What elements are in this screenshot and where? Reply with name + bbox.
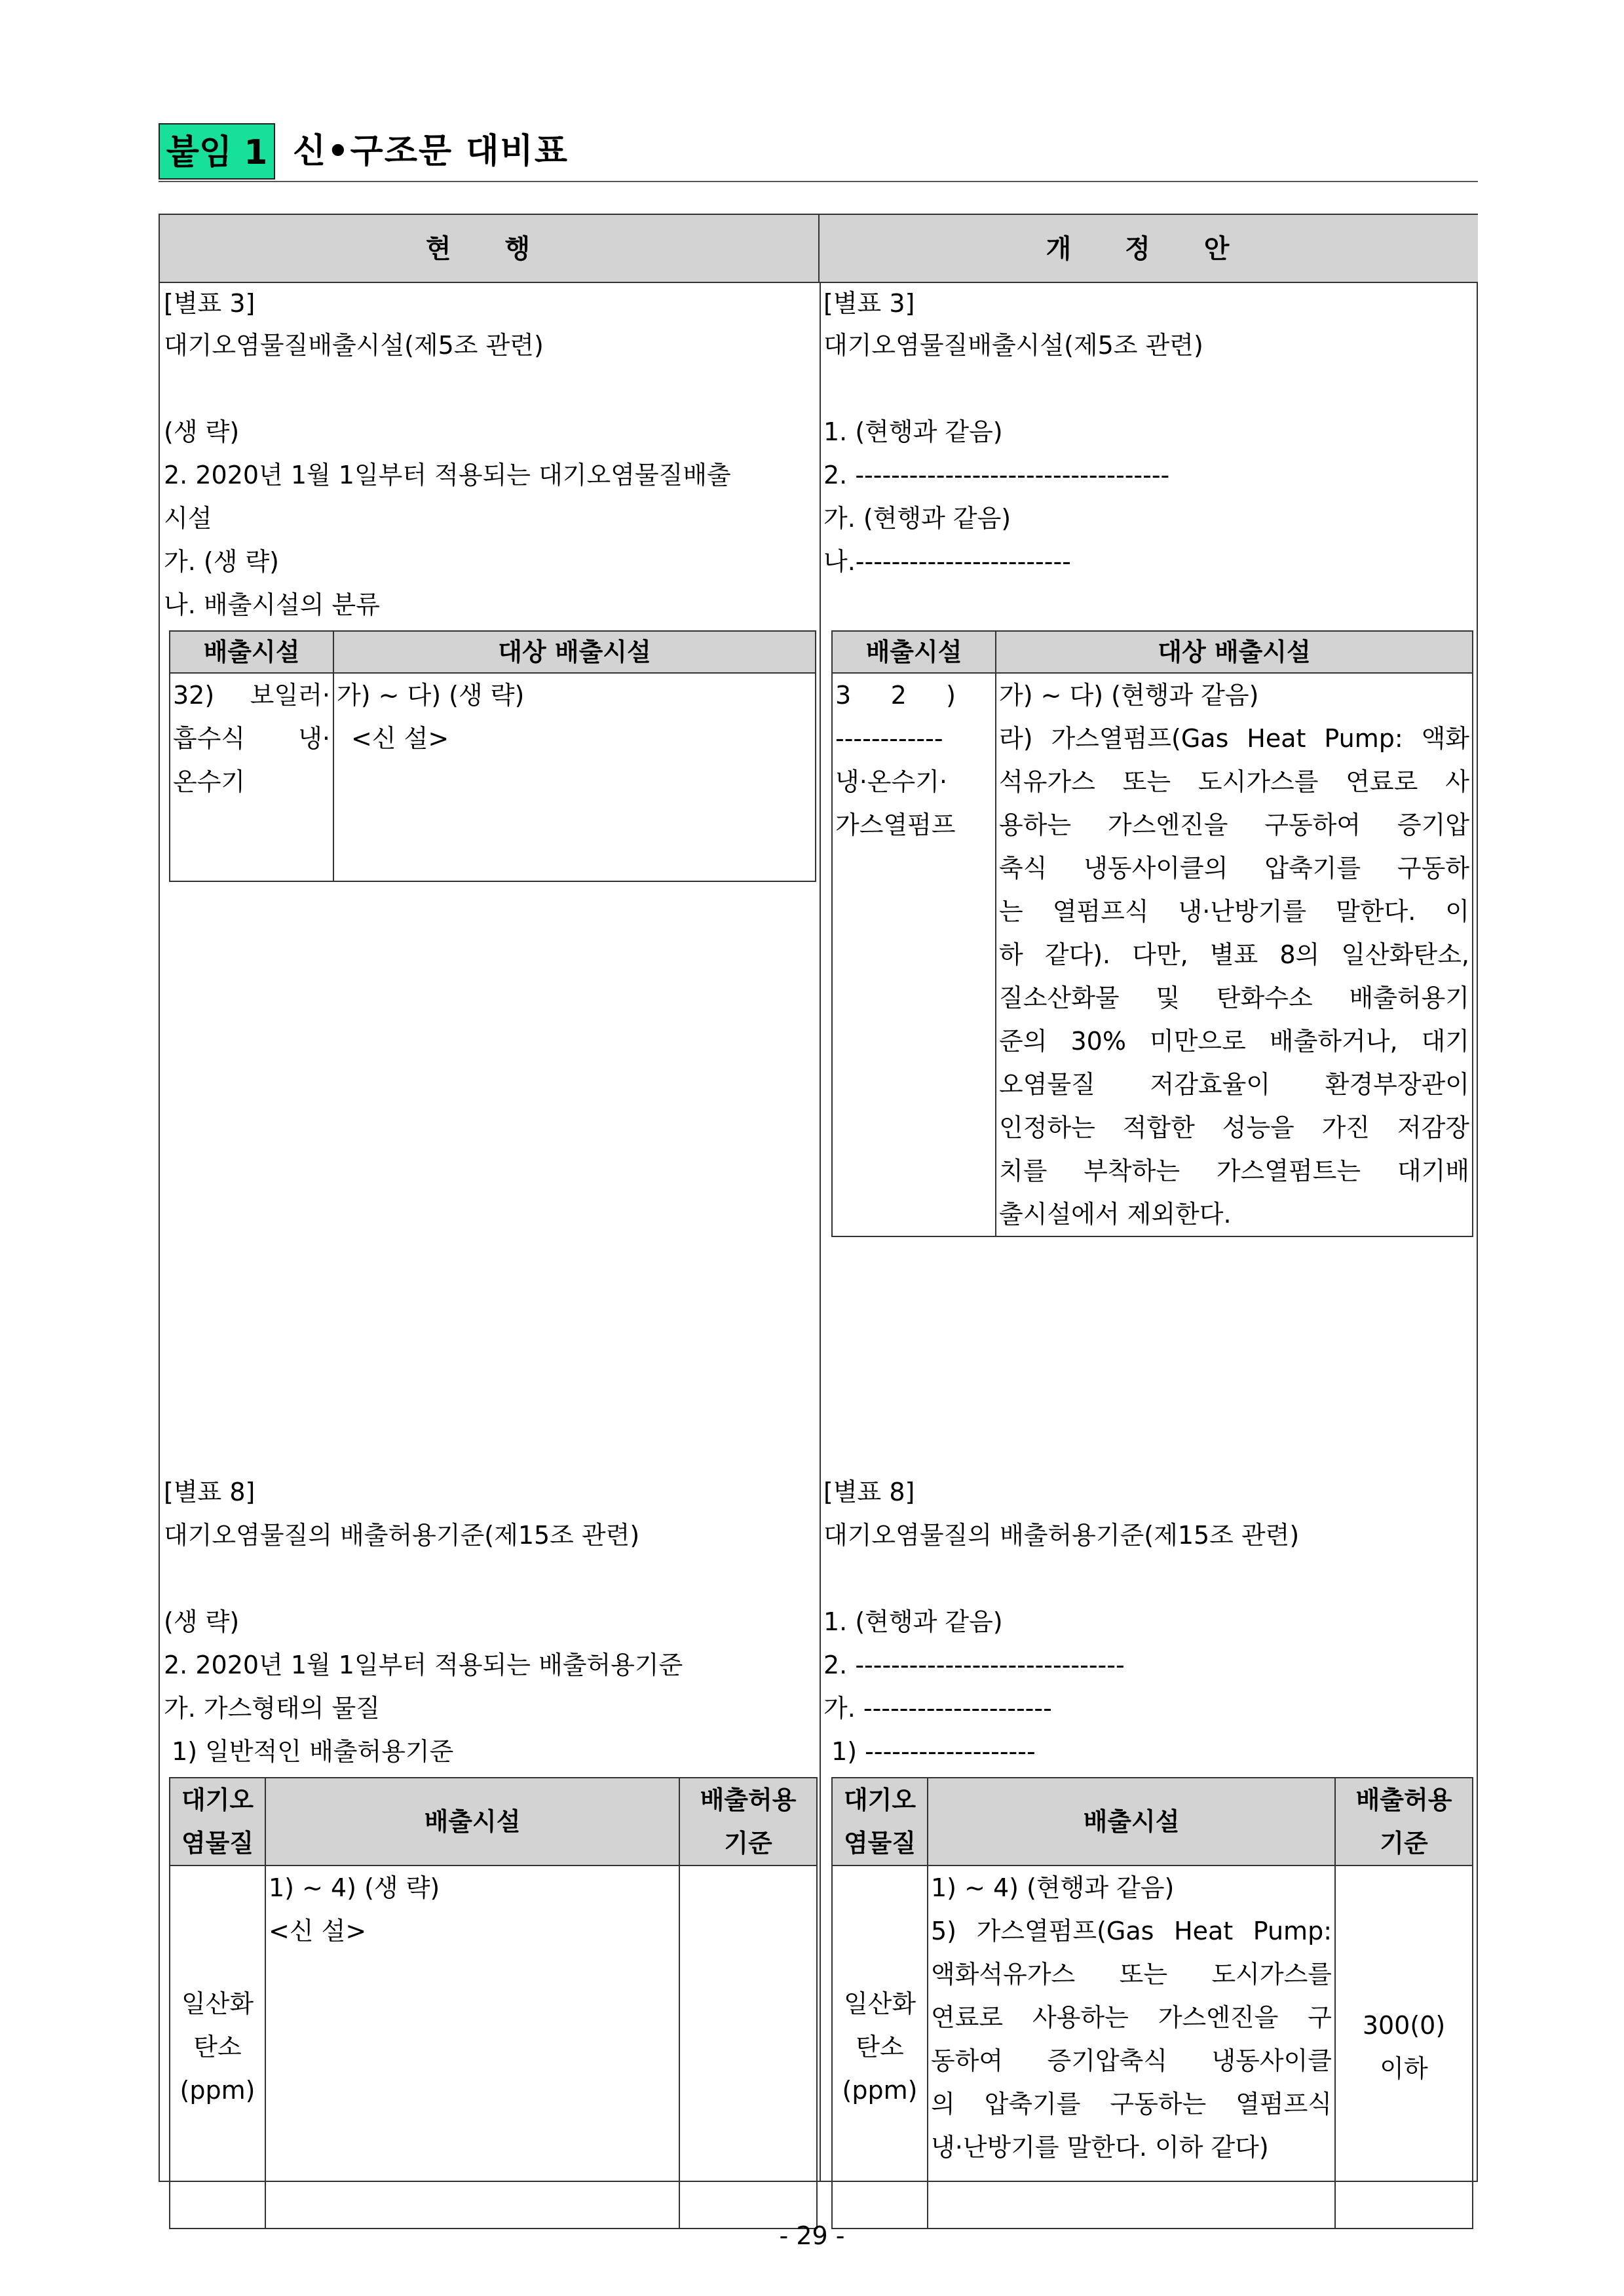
annex3-item-ga: 가. (현행과 같음) <box>823 504 1011 533</box>
annex3-title: 대기오염물질배출시설(제5조 관련) <box>823 331 1203 360</box>
target-cell-line: 용하는 가스엔진을 구동하여 증기압 <box>999 811 1469 839</box>
annex3-item-ga: 가. (생 략) <box>164 547 280 576</box>
facility-col-header: 배출시설 <box>832 631 996 673</box>
limit-col-header <box>679 1778 817 1866</box>
target-facility-col-header: 대상 배출시설 <box>333 631 816 673</box>
limit-cell <box>1335 1866 1473 2229</box>
facility-line: 5) 가스열펌프(Gas Heat Pump: <box>931 1917 1332 1945</box>
pollutant-col-header <box>170 1778 265 1866</box>
annex8-omitted: (생 략) <box>164 1607 240 1636</box>
annex3-label: [별표 3] <box>164 289 255 318</box>
pollutant-line: 탄소 <box>856 2033 904 2061</box>
limit-cell <box>679 1866 817 2229</box>
facility-cell-line: 32) 보일러· <box>173 681 330 710</box>
annex8-item2: 2. 2020년 1월 1일부터 적용되는 배출허용기준 <box>164 1651 683 1679</box>
facility-table-revised <box>831 630 1473 1237</box>
facility-cell-line: 온수기 <box>173 767 246 796</box>
pollutant-header-line1: 대기오 <box>843 1786 916 1814</box>
annex3-title: 대기오염물질배출시설(제5조 관련) <box>164 331 544 360</box>
header-revised: 개 정 안 <box>820 215 1478 283</box>
facility-col-header: 배출시설 <box>265 1778 679 1866</box>
facility-cell <box>265 1866 679 2229</box>
target-cell-line: 하 같다). 다만, 별표 8의 일산화탄소, <box>999 940 1469 969</box>
pollutant-line: 탄소 <box>193 2033 242 2061</box>
facility-col-header: 배출시설 <box>170 631 333 673</box>
pollutant-cell <box>832 1866 928 2229</box>
target-cell-line: 석유가스 또는 도시가스를 연료로 사 <box>999 767 1469 796</box>
annex3-item2-line2: 시설 <box>164 504 212 533</box>
limit-col-header <box>1335 1778 1473 1866</box>
annex8-item2: 2. ------------------------------ <box>823 1651 1125 1679</box>
new-provision-mark: <신 설> <box>351 724 449 753</box>
facility-line: 1) ~ 4) (현행과 같음) <box>931 1873 1175 1902</box>
facility-line: 액화석유가스 또는 도시가스를 <box>931 1960 1332 1989</box>
facility-cell-line: 가스열펌프 <box>835 811 956 839</box>
pollutant-col-header <box>832 1778 928 1866</box>
limit-header-line2: 기준 <box>1380 1829 1428 1858</box>
annex3-item-na: 나. 배출시설의 분류 <box>164 590 380 619</box>
column-divider <box>820 283 821 2181</box>
target-cell-line: 질소산화물 및 탄화수소 배출허용기 <box>999 984 1469 1012</box>
target-facility-cell <box>333 673 816 881</box>
emission-table-revised <box>831 1777 1473 2229</box>
annex8-item-ga: 가. 가스형태의 물질 <box>164 1694 380 1723</box>
annex8-title: 대기오염물질의 배출허용기준(제15조 관련) <box>823 1521 1300 1550</box>
target-cell-line: 축식 냉동사이클의 압축기를 구동하 <box>999 854 1469 883</box>
annex8-title: 대기오염물질의 배출허용기준(제15조 관련) <box>164 1521 640 1550</box>
pollutant-line: (ppm) <box>179 2076 255 2105</box>
annex3-label: [별표 3] <box>823 289 915 318</box>
attachment-badge: 붙임 1 <box>159 123 275 180</box>
target-cell-line: 준의 30% 미만으로 배출하거나, 대기 <box>999 1027 1469 1056</box>
annex3-item1: 1. (현행과 같음) <box>823 417 1003 446</box>
limit-value-qualifier: 이하 <box>1380 2054 1428 2083</box>
target-cell-line: 인정하는 적합한 성능을 가진 저감장 <box>999 1113 1469 1142</box>
new-provision-mark: <신 설> <box>269 1917 367 1945</box>
title-bar <box>159 123 1478 182</box>
annex8-item-1: 1) ------------------- <box>823 1737 1036 1766</box>
facility-cell <box>928 1866 1335 2229</box>
pollutant-line: 일산화 <box>843 1989 916 2018</box>
page-title: 신•구조문 대비표 <box>293 132 569 171</box>
annex8-label: [별표 8] <box>164 1478 255 1506</box>
facility-cell-line: 흡수식 냉· <box>173 724 330 753</box>
facility-cell-line: 냉·온수기· <box>835 767 947 796</box>
limit-header-line1: 배출허용 <box>700 1786 797 1814</box>
page-number: - 29 - <box>779 2221 845 2250</box>
facility-line: 의 압축기를 구동하는 열펌프식 <box>931 2090 1332 2118</box>
comparison-table <box>159 214 1478 2182</box>
annex8-item1: 1. (현행과 같음) <box>823 1607 1003 1636</box>
header-current: 현 행 <box>160 215 820 283</box>
annex8-label: [별표 8] <box>823 1478 915 1506</box>
facility-line: 냉·난방기를 말한다. 이하 같다) <box>931 2133 1269 2162</box>
target-cell-line: 라) 가스열펌프(Gas Heat Pump: 액화 <box>999 724 1469 753</box>
pollutant-header-line2: 염물질 <box>181 1829 254 1858</box>
target-cell-line: 는 열펌프식 냉·난방기를 말한다. 이 <box>999 897 1469 926</box>
annex3-item-na: 나.------------------------ <box>823 547 1071 576</box>
target-cell-line: 가) ~ 다) (현행과 같음) <box>999 681 1259 710</box>
facility-cell <box>170 673 333 881</box>
pollutant-header-line1: 대기오 <box>181 1786 254 1814</box>
limit-header-line2: 기준 <box>724 1829 772 1858</box>
facility-cell <box>832 673 996 1236</box>
limit-value: 300(0) <box>1362 2011 1446 2040</box>
pollutant-line: (ppm) <box>842 2076 918 2105</box>
annex3-omitted: (생 략) <box>164 417 240 446</box>
facility-cell-line: 3 2 ) <box>835 681 956 710</box>
annex8-item-ga: 가. --------------------- <box>823 1694 1052 1723</box>
target-cell-line: 출시설에서 제외한다. <box>999 1200 1232 1229</box>
facility-line: 1) ~ 4) (생 략) <box>269 1873 440 1902</box>
pollutant-line: 일산화 <box>181 1989 254 2018</box>
facility-line: 연료로 사용하는 가스엔진을 구 <box>931 2003 1332 2032</box>
annex8-item-1: 1) 일반적인 배출허용기준 <box>164 1737 454 1766</box>
pollutant-header-line2: 염물질 <box>843 1829 916 1858</box>
emission-table-current <box>169 1777 818 2229</box>
target-cell-line: 오염물질 저감효율이 환경부장관이 <box>999 1070 1469 1099</box>
target-facility-col-header: 대상 배출시설 <box>996 631 1473 673</box>
target-facility-cell <box>996 673 1473 1236</box>
target-cell-line: 가) ~ 다) (생 략) <box>337 681 525 710</box>
facility-table-current <box>169 630 816 882</box>
facility-col-header: 배출시설 <box>928 1778 1335 1866</box>
facility-cell-line: ------------ <box>835 724 943 753</box>
pollutant-cell <box>170 1866 265 2229</box>
limit-header-line1: 배출허용 <box>1355 1786 1452 1814</box>
target-cell-line: 치를 부착하는 가스열펌트는 대기배 <box>999 1157 1469 1185</box>
facility-line: 동하여 증기압축식 냉동사이클 <box>931 2046 1332 2075</box>
annex3-item2-line1: 2. 2020년 1월 1일부터 적용되는 대기오염물질배출 <box>164 461 731 489</box>
annex3-item2: 2. ----------------------------------- <box>823 461 1170 489</box>
